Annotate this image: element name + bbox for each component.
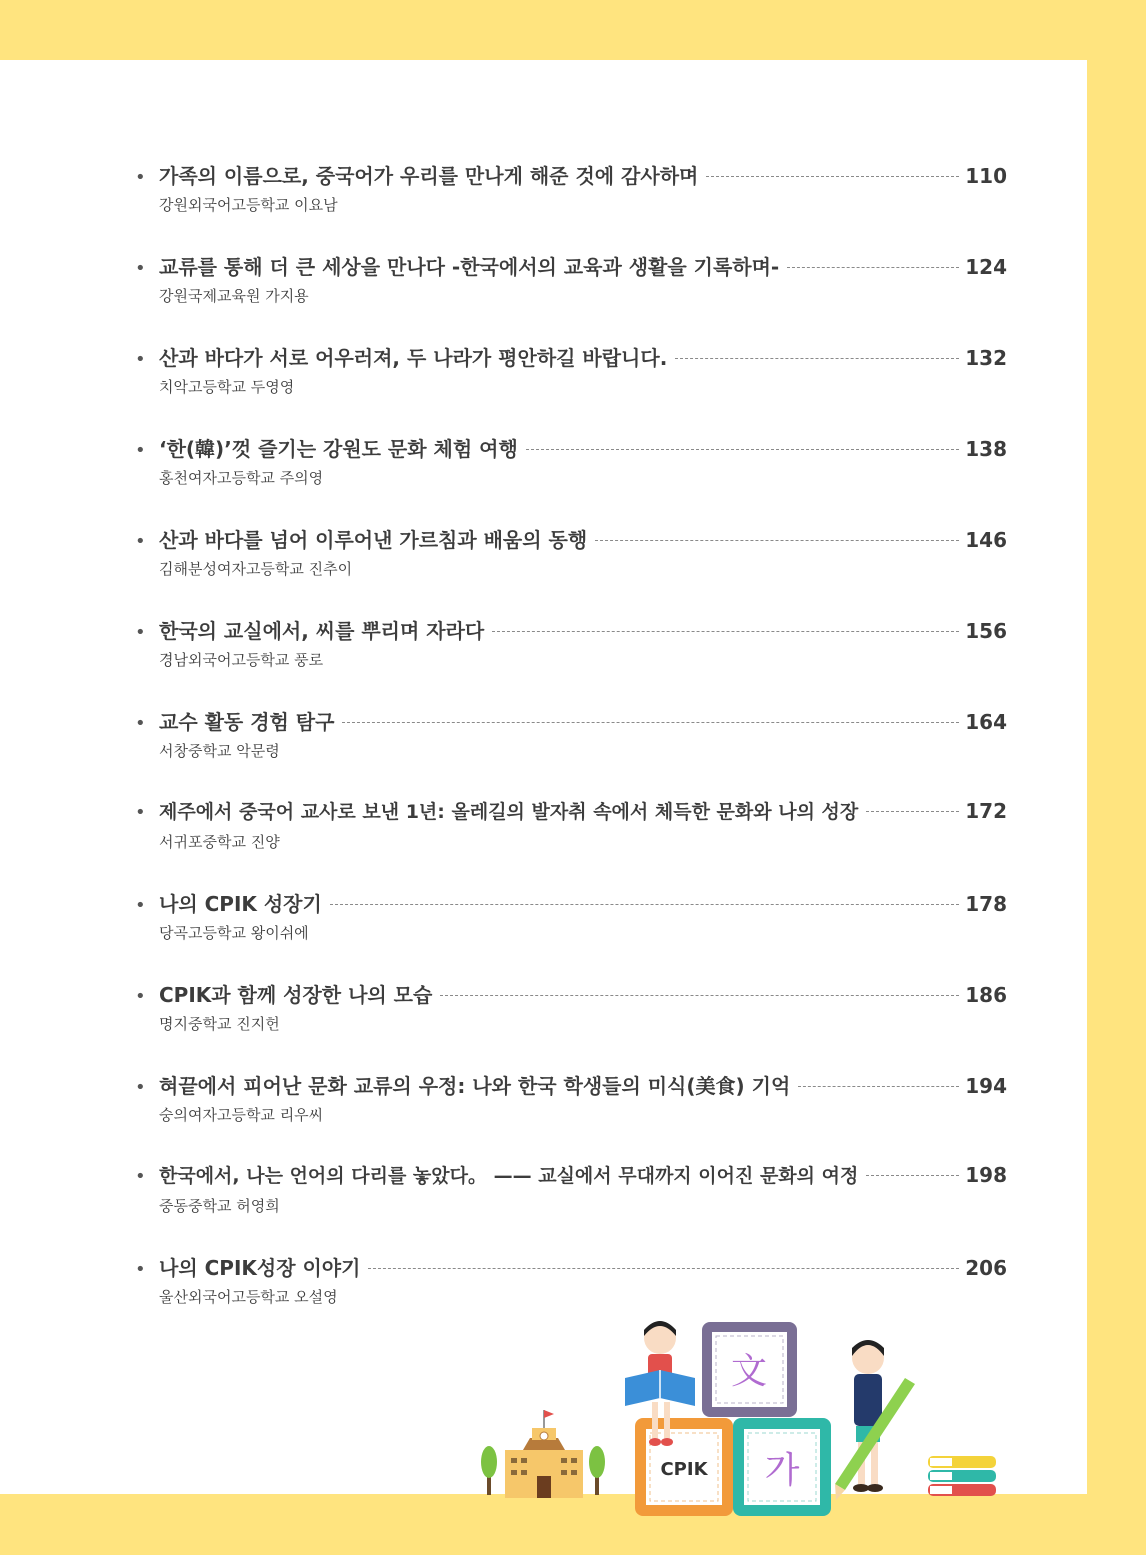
dot-leader	[866, 811, 959, 812]
toc-author: 홍천여자고등학교 주의영	[159, 469, 324, 487]
toc-title: 나의 CPIK 성장기	[159, 892, 322, 916]
toc-entry[interactable]	[135, 797, 1007, 877]
toc-title: 산과 바다를 넘어 이루어낸 가르침과 배움의 동행	[159, 528, 588, 552]
dot-leader	[368, 1268, 959, 1269]
toc-entry[interactable]	[135, 979, 1007, 1059]
toc-author: 울산외국어고등학교 오설영	[159, 1288, 338, 1306]
dot-leader	[675, 358, 959, 359]
toc-title: 교류를 통해 더 큰 세상을 만나다 -한국에서의 교육과 생활을 기록하며-	[159, 255, 780, 279]
toc-author: 강원국제교육원 가지용	[159, 287, 309, 305]
toc-entry[interactable]	[135, 524, 1007, 604]
bullet-icon: •	[135, 1166, 146, 1187]
toc-page-number: 194	[965, 1074, 1007, 1098]
block-label-ga: 가	[764, 1450, 800, 1491]
toc-page-number: 110	[965, 164, 1007, 188]
toc-author: 치악고등학교 두영영	[159, 378, 295, 396]
dot-leader	[595, 540, 959, 541]
bullet-icon: •	[135, 258, 146, 279]
bullet-icon: •	[135, 440, 146, 461]
toc-title: 제주에서 중국어 교사로 보낸 1년: 올레길의 발자취 속에서 체득한 문화와 나의 성장	[159, 801, 859, 823]
toc-page-number: 156	[965, 619, 1007, 643]
boy-with-pencil-icon	[835, 1340, 915, 1500]
toc-title: 나의 CPIK성장 이야기	[159, 1256, 361, 1280]
bullet-icon: •	[135, 531, 146, 552]
toc-author: 숭의여자고등학교 리우씨	[159, 1106, 324, 1124]
toc-title: 혀끝에서 피어난 문화 교류의 우정: 나와 한국 학생들의 미식(美食) 기억	[159, 1074, 791, 1098]
bullet-icon: •	[135, 349, 146, 370]
toc-page-number: 124	[965, 255, 1007, 279]
toc-author: 경남외국어고등학교 풍로	[159, 651, 324, 669]
tree-icon	[481, 1446, 497, 1495]
toc-page-number: 146	[965, 528, 1007, 552]
toc-title: 한국에서, 나는 언어의 다리를 놓았다。 —— 교실에서 무대까지 이어진 문화의 여정	[159, 1165, 859, 1187]
bullet-icon: •	[135, 713, 146, 734]
toc-entry[interactable]	[135, 706, 1007, 786]
toc-title: 한국의 교실에서, 씨를 뿌리며 자라다	[159, 619, 485, 643]
toc-page-number: 138	[965, 437, 1007, 461]
bullet-icon: •	[135, 1077, 146, 1098]
top-frame-band	[0, 0, 1146, 60]
stacked-books-icon	[928, 1456, 996, 1496]
tree-icon	[589, 1446, 605, 1495]
toc-author: 서창중학교 악문령	[159, 742, 280, 760]
toc-entry[interactable]	[135, 615, 1007, 695]
toc-author: 당곡고등학교 왕이쉬에	[159, 924, 309, 942]
toc-page-number: 186	[965, 983, 1007, 1007]
toc-page-number: 172	[965, 799, 1007, 823]
dot-leader	[798, 1086, 959, 1087]
toc-author: 김해분성여자고등학교 진추이	[159, 560, 353, 578]
toc-entry[interactable]	[135, 1161, 1007, 1241]
toc-author: 서귀포중학교 진양	[159, 833, 280, 851]
dot-leader	[330, 904, 959, 905]
bullet-icon: •	[135, 167, 146, 188]
toc-page-number: 178	[965, 892, 1007, 916]
toc-entry[interactable]	[135, 433, 1007, 513]
toc-title: ‘한(韓)’껏 즐기는 강원도 문화 체험 여행	[159, 437, 518, 461]
toc-page-number: 206	[965, 1256, 1007, 1280]
decorative-illustration	[470, 1310, 1010, 1530]
letter-block-orange	[635, 1418, 733, 1516]
school-building-icon	[505, 1410, 583, 1498]
bullet-icon: •	[135, 986, 146, 1007]
toc-title: 교수 활동 경험 탐구	[159, 710, 335, 734]
toc-author: 강원외국어고등학교 이요남	[159, 196, 338, 214]
toc-title: 산과 바다가 서로 어우러져, 두 나라가 평안하길 바랍니다.	[159, 346, 668, 370]
dot-leader	[706, 176, 959, 177]
letter-block-teal	[733, 1418, 831, 1516]
bullet-icon: •	[135, 1259, 146, 1280]
dot-leader	[440, 995, 959, 996]
dot-leader	[866, 1175, 959, 1176]
toc-entry[interactable]	[135, 1070, 1007, 1150]
block-label-cpik: CPIK	[660, 1459, 708, 1480]
toc-author: 명지중학교 진지헌	[159, 1015, 280, 1033]
toc-entry[interactable]	[135, 342, 1007, 422]
dot-leader	[492, 631, 959, 632]
toc-entry[interactable]	[135, 888, 1007, 968]
toc-page-number: 164	[965, 710, 1007, 734]
toc-entry[interactable]	[135, 160, 1007, 240]
toc-page-number: 198	[965, 1163, 1007, 1187]
dot-leader	[787, 267, 959, 268]
toc-title: CPIK과 함께 성장한 나의 모습	[159, 983, 433, 1007]
bullet-icon: •	[135, 802, 146, 823]
dot-leader	[342, 722, 959, 723]
bullet-icon: •	[135, 622, 146, 643]
toc-author: 중동중학교 허영희	[159, 1197, 280, 1215]
toc-entry[interactable]	[135, 251, 1007, 331]
dot-leader	[526, 449, 959, 450]
block-label-wen: 文	[730, 1351, 768, 1392]
toc-page-number: 132	[965, 346, 1007, 370]
toc-title: 가족의 이름으로, 중국어가 우리를 만나게 해준 것에 감사하며	[159, 164, 699, 188]
bullet-icon: •	[135, 895, 146, 916]
letter-block-purple	[702, 1322, 797, 1417]
